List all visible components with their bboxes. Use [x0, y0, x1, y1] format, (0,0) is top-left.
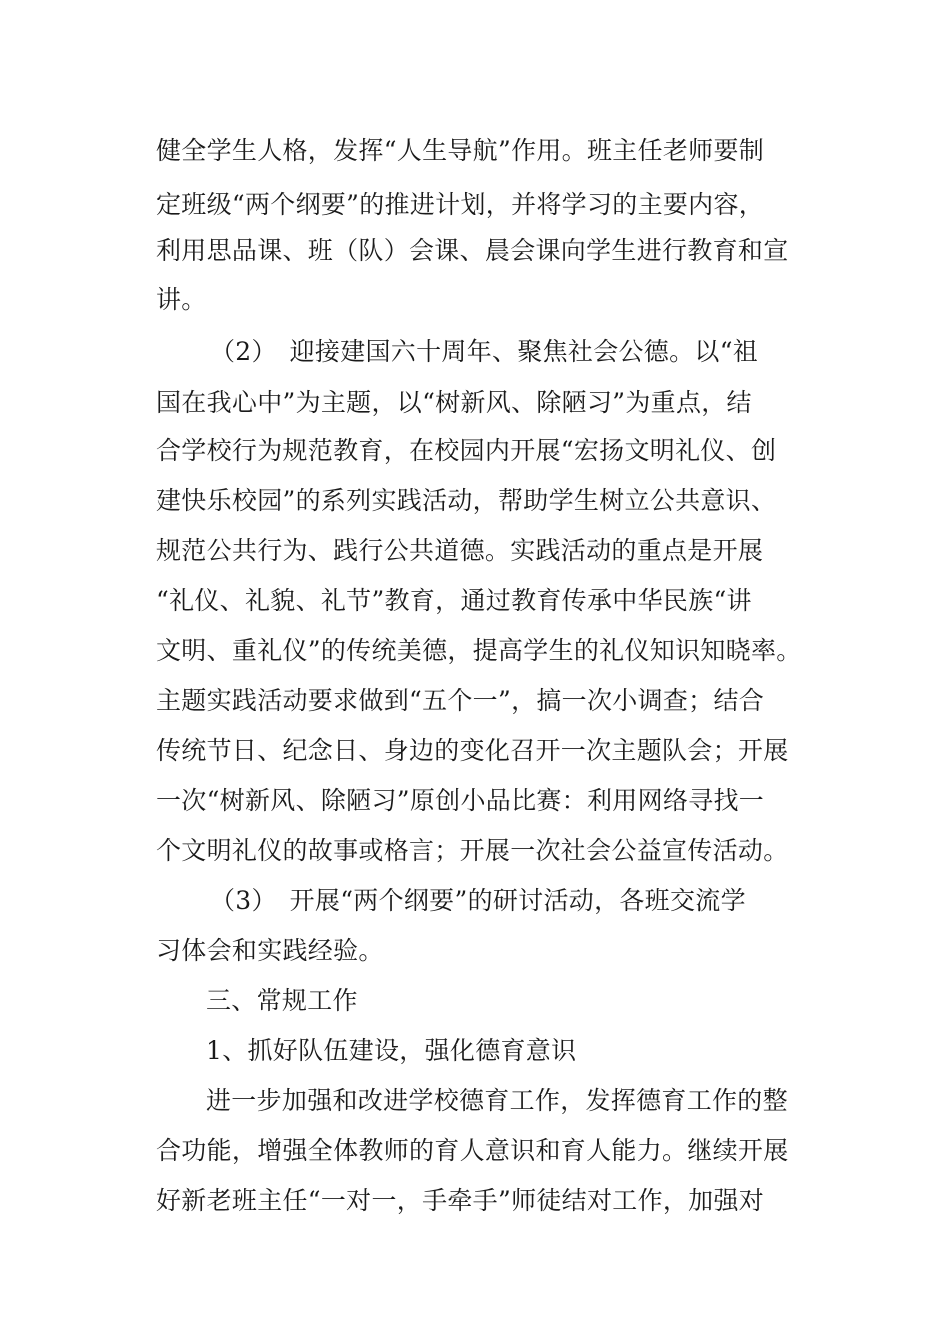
text-line: 合功能，增强全体教师的育人意识和育人能力。继续开展 [156, 1136, 789, 1165]
text-line: 讲。 [156, 285, 207, 314]
text-line: 利用思品课、班（队）会课、晨会课向学生进行教育和宣 [156, 236, 789, 265]
text-line: 合学校行为规范教育，在校园内开展“宏扬文明礼仪、创 [156, 436, 777, 465]
text-line: 规范公共行为、践行公共道德。实践活动的重点是开展 [156, 536, 764, 565]
text-line: 主题实践活动要求做到“五个一”，搞一次小调查；结合 [156, 686, 765, 715]
text-line: 一次“树新风、除陋习”原创小品比赛：利用网络寻找一 [156, 786, 765, 815]
text-line: 好新老班主任“一对一，手牵手”师徒结对工作，加强对 [156, 1186, 765, 1215]
text-line: 健全学生人格，发挥“人生导航”作用。班主任老师要制 [156, 136, 765, 165]
text-line: 传统节日、纪念日、身边的变化召开一次主题队会；开展 [156, 736, 789, 765]
text-line: （3） 开展“两个纲要”的研讨活动，各班交流学 [210, 886, 746, 915]
text-line: 文明、重礼仪”的传统美德，提高学生的礼仪知识知晓率。 [156, 636, 802, 665]
text-line: 国在我心中”为主题，以“树新风、除陋习”为重点，结 [156, 388, 752, 417]
subsection-heading: 1、抓好队伍建设，强化德育意识 [206, 1036, 577, 1065]
text-line: 定班级“两个纲要”的推进计划，并将学习的主要内容， [156, 190, 765, 219]
text-line: 个文明礼仪的故事或格言；开展一次社会公益宣传活动。 [156, 836, 789, 865]
text-line: 习体会和实践经验。 [156, 936, 384, 965]
text-line: “礼仪、礼貌、礼节”教育，通过教育传承中华民族“讲 [156, 586, 752, 615]
text-line: （2） 迎接建国六十周年、聚焦社会公德。以“祖 [210, 337, 759, 366]
text-line: 建快乐校园”的系列实践活动，帮助学生树立公共意识、 [156, 486, 777, 515]
section-heading: 三、常规工作 [206, 986, 358, 1015]
text-line: 进一步加强和改进学校德育工作，发挥德育工作的整 [206, 1086, 788, 1115]
